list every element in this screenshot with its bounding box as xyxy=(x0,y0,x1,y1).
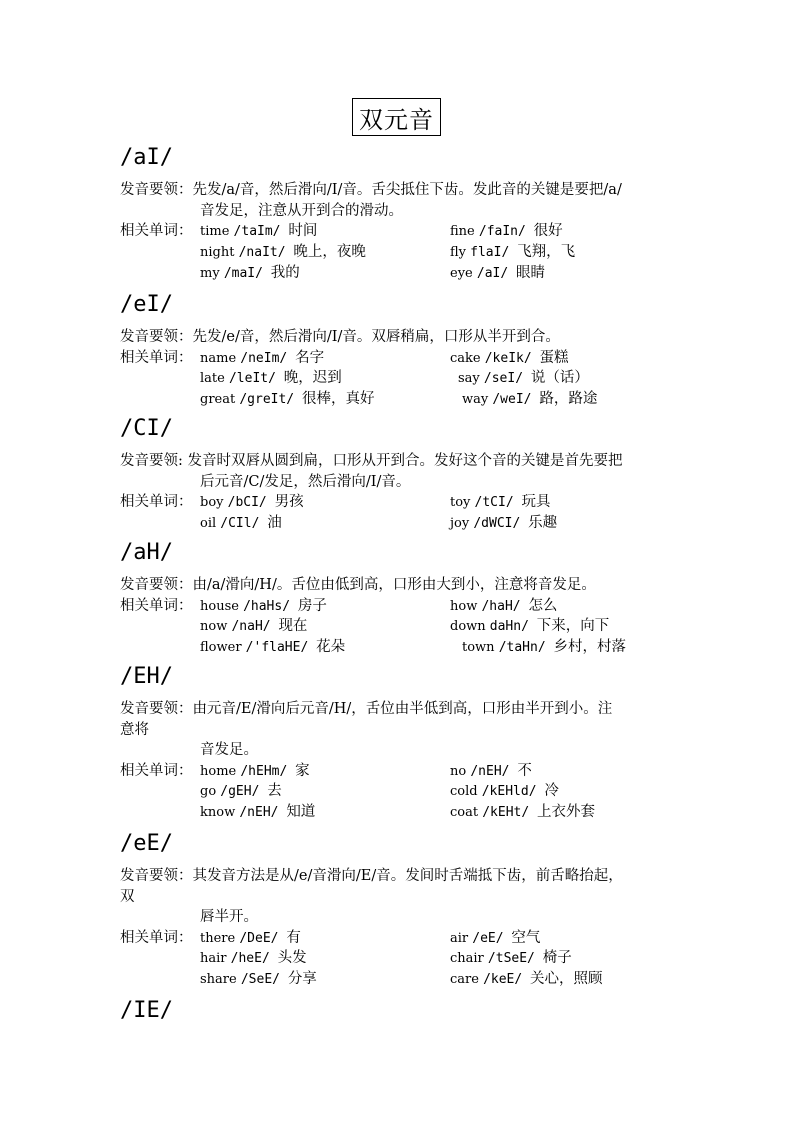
pronunciation-tip-line: 发音要领: 发音时双唇从圆到扁，口形从开到合。发好这个音的关键是首先要把 xyxy=(120,453,623,469)
section-heading: /IE/ xyxy=(120,998,173,1023)
word-meaning: 有 xyxy=(286,929,301,946)
word-meaning: 去 xyxy=(267,783,282,800)
word-phonetic: /gEH/ xyxy=(220,784,268,800)
word-text: way xyxy=(462,392,493,408)
word-phonetic: /keE/ xyxy=(483,972,531,988)
word-phonetic: /taIm/ xyxy=(233,224,289,239)
pronunciation-tip-line: 发音要领：由元音/E/滑向后元音/H/，舌位由半低到高，口形由半开到小。注 xyxy=(120,701,613,717)
word-text: eye xyxy=(450,265,477,281)
word-meaning: 现在 xyxy=(278,618,308,635)
word-entry xyxy=(450,802,595,823)
word-meaning: 家 xyxy=(295,762,310,779)
word-entry xyxy=(200,389,374,410)
section-heading: /aH/ xyxy=(120,540,173,565)
word-phonetic: /haHs/ xyxy=(243,598,298,614)
word-entry xyxy=(450,242,575,263)
word-phonetic: flaI/ xyxy=(470,244,518,260)
word-text: how xyxy=(450,598,482,614)
word-entry xyxy=(450,928,540,949)
word-meaning: 知道 xyxy=(286,804,316,821)
word-meaning: 我的 xyxy=(270,264,300,281)
word-meaning: 路，路途 xyxy=(539,391,598,408)
word-text: joy xyxy=(450,515,474,531)
word-text: night xyxy=(200,244,239,260)
word-meaning: 分享 xyxy=(287,971,317,988)
word-phonetic: /greIt/ xyxy=(239,392,302,408)
word-phonetic: /naIt/ xyxy=(238,244,294,260)
pronunciation-tip-line: 唇半开。 xyxy=(200,909,258,925)
word-text: home xyxy=(200,763,241,779)
word-entry xyxy=(450,969,603,990)
word-meaning: 椅子 xyxy=(542,950,572,967)
word-phonetic: /naH/ xyxy=(231,619,279,635)
section-heading: /eI/ xyxy=(120,292,173,317)
word-entry xyxy=(462,637,626,658)
word-text: town xyxy=(462,640,499,656)
word-meaning: 蛋糕 xyxy=(539,349,569,366)
word-meaning: 关心，照顾 xyxy=(530,971,603,988)
word-meaning: 冷 xyxy=(544,783,559,800)
word-phonetic: /eE/ xyxy=(472,930,512,946)
word-entry xyxy=(200,948,307,969)
word-entry xyxy=(450,221,563,242)
word-entry xyxy=(200,616,307,637)
word-entry xyxy=(200,969,317,990)
word-text: down xyxy=(450,619,490,635)
related-words-label: 相关单词： xyxy=(120,929,193,946)
word-meaning: 说（话） xyxy=(530,370,589,387)
related-words-label: 相关单词： xyxy=(120,349,193,366)
word-phonetic: /leIt/ xyxy=(228,371,284,387)
word-text: say xyxy=(458,371,484,387)
word-entry xyxy=(450,513,557,534)
word-text: hair xyxy=(200,951,231,967)
word-phonetic: /faIn/ xyxy=(478,224,534,239)
word-entry xyxy=(450,616,609,637)
word-entry xyxy=(200,242,366,263)
word-text: air xyxy=(450,930,473,946)
word-meaning: 房子 xyxy=(297,597,327,614)
word-entry xyxy=(450,492,551,513)
word-text: late xyxy=(200,371,229,387)
word-meaning: 花朵 xyxy=(316,639,346,656)
word-text: name xyxy=(200,350,241,366)
word-entry xyxy=(200,513,282,534)
related-words-label: 相关单词： xyxy=(120,223,193,239)
word-text: toy xyxy=(450,495,475,510)
word-meaning: 很好 xyxy=(533,223,563,239)
word-phonetic: /maI/ xyxy=(223,265,271,281)
word-phonetic: /'flaHE/ xyxy=(245,640,317,656)
word-entry xyxy=(200,637,345,658)
word-phonetic: /kEHt/ xyxy=(482,805,538,821)
word-phonetic: /dWCI/ xyxy=(473,515,529,531)
word-entry xyxy=(200,761,310,782)
word-entry xyxy=(200,263,300,284)
word-phonetic: /kEHld/ xyxy=(481,784,545,800)
word-phonetic: /CIl/ xyxy=(220,515,268,531)
word-phonetic: daHn/ xyxy=(489,619,537,635)
word-text: care xyxy=(450,972,484,988)
word-phonetic: /haH/ xyxy=(481,598,529,614)
pronunciation-tip-line: 音发足，注意从开到合的滑动。 xyxy=(200,202,403,219)
word-entry xyxy=(200,802,315,823)
word-phonetic: /aI/ xyxy=(476,265,517,281)
section-heading: /aI/ xyxy=(120,145,173,170)
word-meaning: 男孩 xyxy=(274,494,304,510)
word-text: now xyxy=(200,619,232,635)
word-text: coat xyxy=(450,805,483,821)
word-phonetic: /neIm/ xyxy=(240,350,296,366)
pronunciation-tip-line: 发音要领：先发/e/音，然后滑向/I/音。双唇稍扁，口形从半开到合。 xyxy=(120,329,560,345)
section-heading: /eE/ xyxy=(120,831,173,856)
word-meaning: 油 xyxy=(267,514,282,531)
word-meaning: 空气 xyxy=(511,929,541,946)
word-phonetic: /seI/ xyxy=(483,371,531,387)
word-entry xyxy=(200,492,304,513)
word-entry xyxy=(200,221,317,242)
word-text: there xyxy=(200,930,240,946)
word-text: boy xyxy=(200,495,228,510)
section-heading: /EH/ xyxy=(120,664,173,689)
word-meaning: 眼睛 xyxy=(516,264,546,281)
word-entry xyxy=(450,781,559,802)
word-meaning: 晚上，夜晚 xyxy=(293,243,366,260)
word-phonetic: /hEHm/ xyxy=(240,763,296,779)
word-text: chair xyxy=(450,951,488,967)
word-entry xyxy=(450,761,532,782)
word-phonetic: /keIk/ xyxy=(484,350,540,366)
word-entry xyxy=(450,948,572,969)
word-phonetic: /nEH/ xyxy=(470,763,518,779)
word-entry xyxy=(450,596,557,617)
word-phonetic: /DeE/ xyxy=(239,930,287,946)
pronunciation-tip-line: 发音要领：其发音方法是从/e/音滑向/E/音。发间时舌端抵下齿，前舌略抬起， xyxy=(120,868,623,884)
word-text: share xyxy=(200,972,241,988)
word-meaning: 时间 xyxy=(288,223,318,239)
word-phonetic: /SeE/ xyxy=(240,972,288,988)
word-phonetic: /weI/ xyxy=(492,392,540,408)
word-entry xyxy=(200,781,282,802)
word-meaning: 不 xyxy=(517,762,532,779)
word-entry xyxy=(200,368,342,389)
word-entry xyxy=(462,389,597,410)
word-text: oil xyxy=(200,515,221,531)
word-meaning: 头发 xyxy=(277,950,307,967)
word-phonetic: /bCI/ xyxy=(227,495,275,510)
word-entry xyxy=(450,348,569,369)
word-meaning: 怎么 xyxy=(528,597,558,614)
pronunciation-tip-line: 发音要领：先发/a/音，然后滑向/I/音。舌尖抵住下齿。发此音的关键是要把/a/ xyxy=(120,182,622,198)
word-text: my xyxy=(200,265,224,281)
word-phonetic: /heE/ xyxy=(230,951,278,967)
word-entry xyxy=(200,348,324,369)
pronunciation-tip-line: 发音要领：由/a/滑向/H/。舌位由低到高，口形由大到小，注意将音发足。 xyxy=(120,577,596,593)
pronunciation-tip-line: 后元音/C/发足，然后滑向/I/音。 xyxy=(200,473,411,490)
pronunciation-tip-line: 音发足。 xyxy=(200,742,258,758)
related-words-label: 相关单词： xyxy=(120,762,193,779)
word-meaning: 乡村，村落 xyxy=(553,639,626,656)
word-text: house xyxy=(200,598,244,614)
word-text: great xyxy=(200,392,240,408)
word-phonetic: /tCI/ xyxy=(474,495,522,510)
word-phonetic: /tSeE/ xyxy=(487,951,543,967)
word-meaning: 玩具 xyxy=(521,494,551,510)
word-meaning: 名字 xyxy=(295,349,325,366)
word-meaning: 很棒，真好 xyxy=(301,391,375,408)
word-meaning: 飞翔，飞 xyxy=(517,243,576,260)
word-phonetic: /nEH/ xyxy=(239,805,287,821)
word-text: no xyxy=(450,763,471,779)
word-text: time xyxy=(200,224,234,239)
word-text: cake xyxy=(450,350,485,366)
word-meaning: 乐趣 xyxy=(528,514,558,531)
word-text: go xyxy=(200,784,221,800)
word-entry xyxy=(200,928,301,949)
word-entry xyxy=(450,263,545,284)
pronunciation-tip-line: 双 xyxy=(120,888,135,905)
pronunciation-tip-line: 意将 xyxy=(120,721,149,738)
related-words-label: 相关单词： xyxy=(120,597,193,614)
word-text: fine xyxy=(450,224,479,239)
word-entry xyxy=(200,596,327,617)
word-meaning: 晚，迟到 xyxy=(283,370,342,387)
word-entry xyxy=(458,368,589,389)
page-title: 双元音 xyxy=(352,98,441,136)
word-text: flower xyxy=(200,640,246,656)
word-meaning: 下来，向下 xyxy=(536,618,610,635)
related-words-label: 相关单词： xyxy=(120,494,193,510)
word-phonetic: /taHn/ xyxy=(498,640,554,656)
section-heading: /CI/ xyxy=(120,416,173,441)
word-meaning: 上衣外套 xyxy=(537,804,596,821)
word-text: fly xyxy=(450,244,471,260)
word-text: cold xyxy=(450,784,482,800)
word-text: know xyxy=(200,805,240,821)
